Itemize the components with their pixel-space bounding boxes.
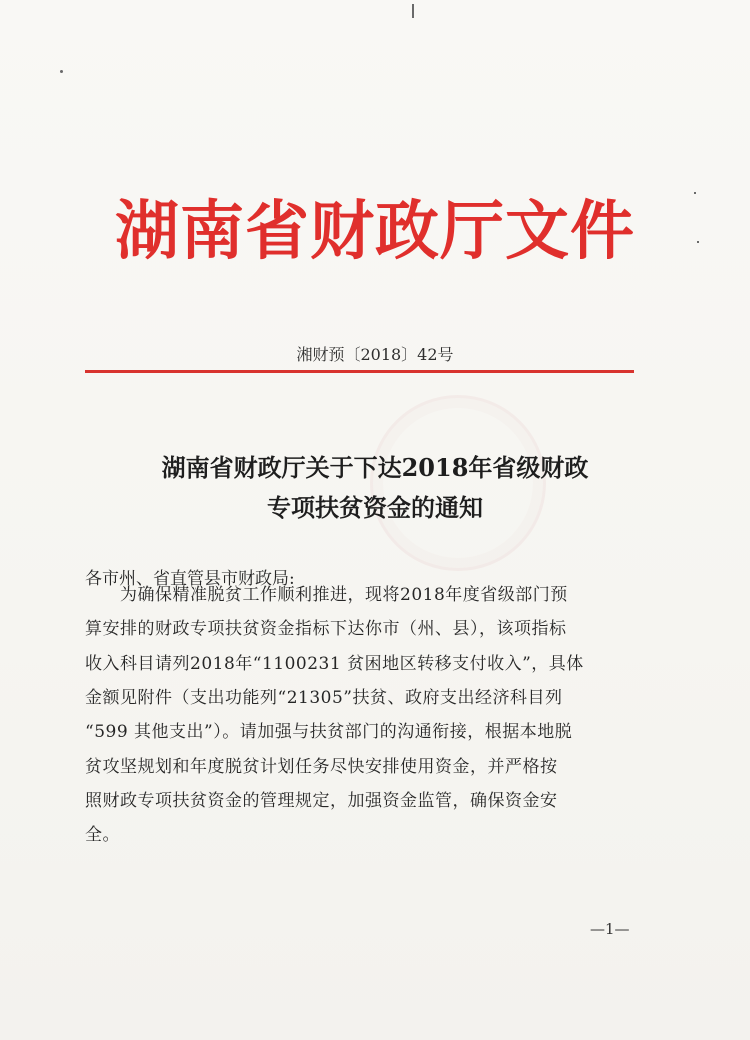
body-line: 为确保精准脱贫工作顺利推进，现将2018年度省级部门预 bbox=[85, 585, 568, 605]
red-divider-line bbox=[85, 370, 634, 373]
notice-title bbox=[0, 448, 750, 528]
body-line: 全。 bbox=[85, 825, 120, 846]
scan-speck bbox=[60, 70, 63, 73]
document-number: 湘财预〔2018〕42号 bbox=[296, 345, 454, 364]
notice-title-line-2: 专项扶贫资金的通知 bbox=[267, 493, 483, 522]
scan-mark bbox=[412, 4, 414, 18]
page-number: —1— bbox=[590, 920, 630, 938]
notice-title-line-1: 湖南省财政厅关于下达2018年省级财政 bbox=[161, 453, 589, 482]
salutation: 各市州、省直管县市财政局: bbox=[85, 569, 295, 589]
body-line: 金额见附件（支出功能列“21305”扶贫、政府支出经济科目列 bbox=[85, 687, 563, 708]
body-line: 算安排的财政专项扶贫资金指标下达你市（州、县），该项指标 bbox=[85, 619, 567, 640]
body-line: 贫攻坚规划和年度脱贫计划任务尽快安排使用资金，并严格按 bbox=[85, 756, 558, 777]
scan-speck bbox=[694, 192, 696, 194]
issuing-authority-title: 湖南省财政厅文件 bbox=[115, 195, 635, 269]
body-line: 照财政专项扶贫资金的管理规定，加强资金监管，确保资金安 bbox=[85, 790, 558, 811]
body-line: 收入科目请列2018年“1100231 贫困地区转移支付收入”，具体 bbox=[85, 653, 584, 674]
body-line: “599 其他支出”）。请加强与扶贫部门的沟通衔接，根据本地脱 bbox=[85, 722, 573, 743]
